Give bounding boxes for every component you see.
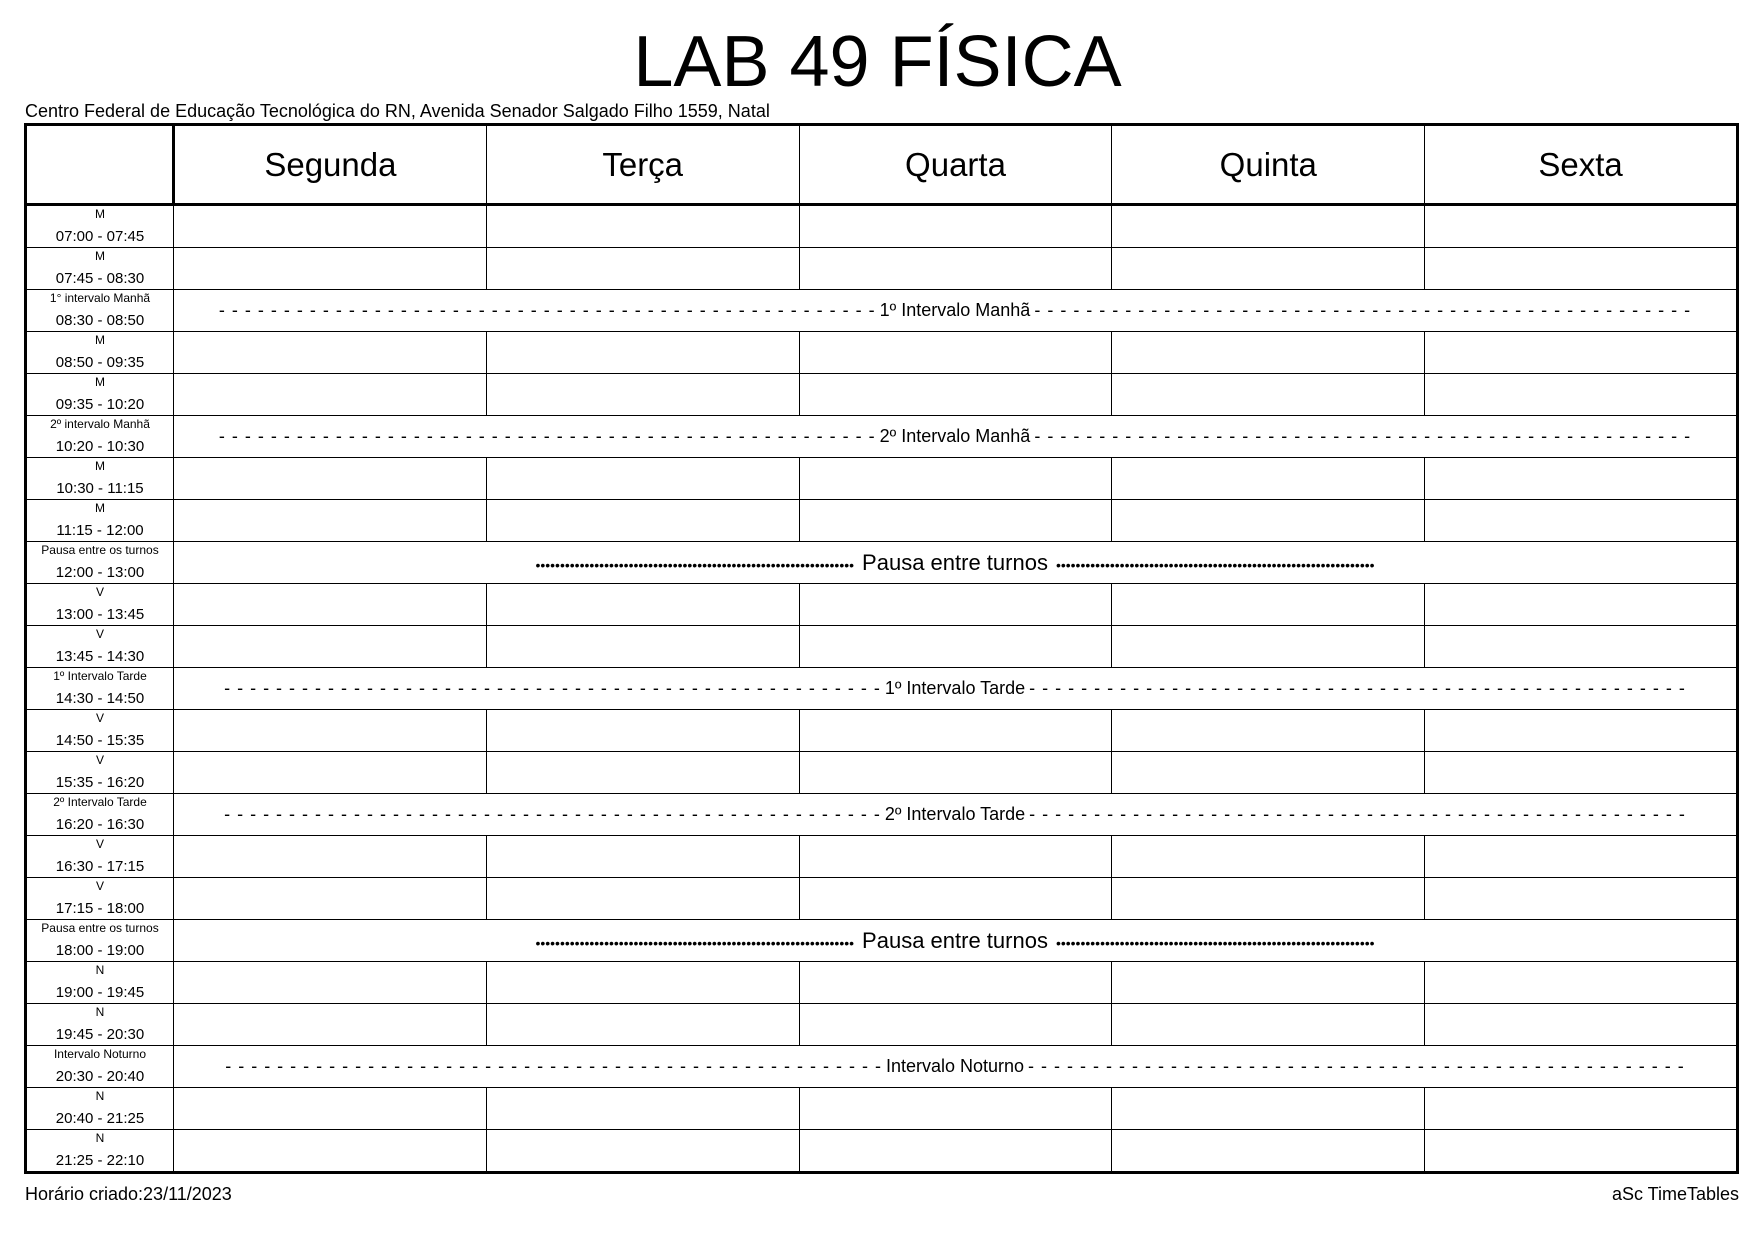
lesson-cell: [1112, 1130, 1425, 1173]
break-cell: [174, 1046, 1738, 1088]
timetable: [24, 123, 1739, 1174]
created-date: Horário criado:23/11/2023: [25, 1184, 232, 1204]
day-header-quarta: Quarta: [799, 125, 1112, 205]
period-hours: 15:35 - 16:20: [55, 774, 145, 791]
period-row: [26, 752, 1738, 794]
day-header-row: [26, 125, 1738, 205]
lesson-cell: [799, 205, 1112, 248]
period-row: [26, 248, 1738, 290]
period-row: [26, 1130, 1738, 1173]
lesson-cell: [1112, 500, 1425, 542]
break-leader-right: - - - - - - - - - - - - - - - - - - - - - - - - - - - - - - - - - - - - - - - - - - - - - - - - - - -: [1034, 426, 1692, 446]
break-leader-right: - - - - - - - - - - - - - - - - - - - - - - - - - - - - - - - - - - - - - - - - - - - - - - - - - - -: [1029, 804, 1686, 824]
period-hours: 19:45 - 20:30: [55, 1026, 145, 1043]
period-time-cell: [26, 248, 174, 290]
period-row: [26, 836, 1738, 878]
lesson-cell: [1425, 878, 1738, 920]
period-row: [26, 205, 1738, 248]
lesson-cell: [1425, 1130, 1738, 1173]
period-label: M: [95, 333, 105, 347]
lesson-cell: [1425, 962, 1738, 1004]
break-label: 2º Intervalo Tarde: [884, 804, 1026, 824]
period-label: Pausa entre os turnos: [41, 921, 159, 935]
period-hours: 11:15 - 12:00: [56, 522, 144, 539]
lesson-cell: [1425, 836, 1738, 878]
period-label: V: [95, 753, 104, 767]
lesson-cell: [1425, 205, 1738, 248]
lesson-cell: [799, 1130, 1112, 1173]
period-label: M: [95, 501, 105, 515]
break-leader-left: - - - - - - - - - - - - - - - - - - - - - - - - - - - - - - - - - - - - - - - - - - - - - - - - - - -: [218, 426, 876, 446]
lesson-cell: [486, 1004, 799, 1046]
lesson-cell: [1425, 248, 1738, 290]
day-header-quinta: Quinta: [1112, 125, 1425, 205]
period-label: Intervalo Noturno: [53, 1047, 147, 1061]
period-time-cell: [26, 878, 174, 920]
period-hours: 18:00 - 19:00: [55, 942, 145, 959]
lesson-cell: [1425, 752, 1738, 794]
period-time-cell: [26, 290, 174, 332]
break-label: 2º Intervalo Manhã: [879, 426, 1031, 446]
lesson-cell: [174, 878, 487, 920]
lesson-cell: [1112, 626, 1425, 668]
period-hours: 16:20 - 16:30: [55, 816, 145, 833]
lesson-cell: [1112, 332, 1425, 374]
period-hours: 21:25 - 22:10: [55, 1152, 145, 1169]
day-header-segunda: Segunda: [174, 125, 487, 205]
lesson-cell: [486, 1130, 799, 1173]
lesson-cell: [799, 584, 1112, 626]
period-time-cell: [26, 205, 174, 248]
period-hours: 08:50 - 09:35: [55, 354, 145, 371]
period-row: [26, 458, 1738, 500]
lesson-cell: [486, 626, 799, 668]
period-time-cell: [26, 1088, 174, 1130]
break-row: [26, 542, 1738, 584]
period-label: V: [95, 879, 104, 893]
period-hours: 13:00 - 13:45: [55, 606, 145, 623]
lesson-cell: [174, 374, 487, 416]
lesson-cell: [799, 458, 1112, 500]
period-time-cell: [26, 416, 174, 458]
break-row: [26, 416, 1738, 458]
period-label: N: [95, 1089, 105, 1103]
lesson-cell: [1425, 1004, 1738, 1046]
lesson-cell: [799, 962, 1112, 1004]
lesson-cell: [174, 710, 487, 752]
period-row: [26, 962, 1738, 1004]
period-time-cell: [26, 962, 174, 1004]
period-row: [26, 710, 1738, 752]
lesson-cell: [486, 374, 799, 416]
lesson-cell: [174, 500, 487, 542]
period-hours: 10:30 - 11:15: [56, 480, 144, 497]
break-row: [26, 290, 1738, 332]
period-hours: 09:35 - 10:20: [55, 396, 145, 413]
period-row: [26, 500, 1738, 542]
lesson-cell: [1112, 710, 1425, 752]
generator-credit: aSc TimeTables: [1611, 1184, 1739, 1204]
lesson-cell: [1112, 752, 1425, 794]
period-hours: 19:00 - 19:45: [55, 984, 145, 1001]
period-row: [26, 332, 1738, 374]
lesson-cell: [1112, 205, 1425, 248]
lesson-cell: [1112, 1088, 1425, 1130]
lesson-cell: [1425, 584, 1738, 626]
period-time-cell: [26, 374, 174, 416]
period-label: N: [95, 1005, 105, 1019]
break-row: [26, 1046, 1738, 1088]
period-hours: 14:50 - 15:35: [55, 732, 145, 749]
period-time-cell: [26, 710, 174, 752]
lesson-cell: [174, 626, 487, 668]
break-leader-right: •••••••••••••••••••••••••••••••••••••••••••••••••••••••••••••••••: [1055, 556, 1375, 573]
break-label: Pausa entre turnos: [862, 549, 1048, 575]
period-hours: 20:30 - 20:40: [55, 1068, 145, 1085]
period-row: [26, 374, 1738, 416]
lesson-cell: [799, 626, 1112, 668]
period-time-cell: [26, 836, 174, 878]
period-row: [26, 584, 1738, 626]
period-label: 1º Intervalo Tarde: [53, 669, 147, 683]
lesson-cell: [174, 458, 487, 500]
day-header-terca: Terça: [486, 125, 799, 205]
lesson-cell: [486, 584, 799, 626]
lesson-cell: [1112, 374, 1425, 416]
period-label: Pausa entre os turnos: [41, 543, 159, 557]
lesson-cell: [1425, 458, 1738, 500]
period-time-cell: [26, 458, 174, 500]
lesson-cell: [174, 1004, 487, 1046]
lesson-cell: [1112, 962, 1425, 1004]
lesson-cell: [174, 962, 487, 1004]
break-leader-left: - - - - - - - - - - - - - - - - - - - - - - - - - - - - - - - - - - - - - - - - - - - - - - - - - - -: [224, 804, 881, 824]
lesson-cell: [174, 1130, 487, 1173]
break-leader-right: - - - - - - - - - - - - - - - - - - - - - - - - - - - - - - - - - - - - - - - - - - - - - - - - - - -: [1034, 300, 1692, 320]
break-leader-left: - - - - - - - - - - - - - - - - - - - - - - - - - - - - - - - - - - - - - - - - - - - - - - - - - - -: [218, 300, 876, 320]
period-time-cell: [26, 332, 174, 374]
period-label: 2º intervalo Manhã: [50, 417, 150, 431]
corner-cell: [26, 125, 174, 205]
period-time-cell: [26, 668, 174, 710]
period-label: M: [95, 459, 105, 473]
period-hours: 17:15 - 18:00: [55, 900, 145, 917]
lesson-cell: [1112, 584, 1425, 626]
lesson-cell: [486, 752, 799, 794]
lesson-cell: [1112, 248, 1425, 290]
break-cell: [174, 920, 1738, 962]
break-label: 1º Intervalo Manhã: [879, 300, 1031, 320]
school-address: Centro Federal de Educação Tecnológica do RN, Avenida Senador Salgado Filho 1559, Natal: [25, 101, 770, 121]
lesson-cell: [174, 332, 487, 374]
period-time-cell: [26, 920, 174, 962]
period-label: N: [95, 963, 105, 977]
lesson-cell: [799, 752, 1112, 794]
lesson-cell: [174, 205, 487, 248]
lesson-cell: [486, 836, 799, 878]
break-leader-left: - - - - - - - - - - - - - - - - - - - - - - - - - - - - - - - - - - - - - - - - - - - - - - - - - - -: [225, 1056, 882, 1076]
lesson-cell: [486, 500, 799, 542]
lesson-cell: [486, 248, 799, 290]
lesson-cell: [799, 332, 1112, 374]
lesson-cell: [1112, 458, 1425, 500]
lesson-cell: [174, 1088, 487, 1130]
period-row: [26, 878, 1738, 920]
lesson-cell: [1112, 836, 1425, 878]
period-time-cell: [26, 626, 174, 668]
break-label: 1º Intervalo Tarde: [884, 678, 1026, 698]
lesson-cell: [486, 458, 799, 500]
lesson-cell: [799, 1088, 1112, 1130]
period-label: M: [95, 249, 105, 263]
period-hours: 07:45 - 08:30: [55, 270, 145, 287]
period-row: [26, 626, 1738, 668]
lesson-cell: [799, 248, 1112, 290]
break-cell: [174, 290, 1738, 332]
lesson-cell: [486, 332, 799, 374]
lesson-cell: [799, 710, 1112, 752]
period-time-cell: [26, 752, 174, 794]
break-row: [26, 668, 1738, 710]
period-time-cell: [26, 794, 174, 836]
period-row: [26, 1088, 1738, 1130]
period-label: V: [95, 837, 104, 851]
timetable-body: [26, 205, 1738, 1173]
lesson-cell: [1425, 1088, 1738, 1130]
lesson-cell: [486, 962, 799, 1004]
break-cell: [174, 416, 1738, 458]
period-label: V: [95, 585, 104, 599]
lesson-cell: [799, 374, 1112, 416]
period-time-cell: [26, 584, 174, 626]
lesson-cell: [1425, 626, 1738, 668]
break-row: [26, 794, 1738, 836]
break-row: [26, 920, 1738, 962]
break-leader-left: •••••••••••••••••••••••••••••••••••••••••••••••••••••••••••••••••: [535, 934, 855, 951]
break-cell: [174, 794, 1738, 836]
period-label: V: [95, 627, 104, 641]
period-label: N: [95, 1131, 105, 1145]
period-hours: 13:45 - 14:30: [55, 648, 145, 665]
break-leader-right: - - - - - - - - - - - - - - - - - - - - - - - - - - - - - - - - - - - - - - - - - - - - - - - - - - -: [1028, 1056, 1685, 1076]
lesson-cell: [174, 584, 487, 626]
page-title: LAB 49 FÍSICA: [633, 22, 1122, 102]
break-leader-right: •••••••••••••••••••••••••••••••••••••••••••••••••••••••••••••••••: [1055, 934, 1375, 951]
lesson-cell: [799, 1004, 1112, 1046]
lesson-cell: [1425, 500, 1738, 542]
period-hours: 20:40 - 21:25: [55, 1110, 145, 1127]
break-leader-left: •••••••••••••••••••••••••••••••••••••••••••••••••••••••••••••••••: [535, 556, 855, 573]
lesson-cell: [1112, 1004, 1425, 1046]
lesson-cell: [799, 878, 1112, 920]
period-label: M: [95, 207, 105, 221]
lesson-cell: [486, 710, 799, 752]
break-leader-left: - - - - - - - - - - - - - - - - - - - - - - - - - - - - - - - - - - - - - - - - - - - - - - - - - - -: [224, 678, 881, 698]
lesson-cell: [174, 836, 487, 878]
lesson-cell: [486, 878, 799, 920]
lesson-cell: [486, 205, 799, 248]
break-label: Pausa entre turnos: [862, 927, 1048, 953]
period-hours: 12:00 - 13:00: [55, 564, 145, 581]
period-label: 1° intervalo Manhã: [49, 291, 151, 305]
period-time-cell: [26, 1130, 174, 1173]
period-row: [26, 1004, 1738, 1046]
lesson-cell: [1425, 710, 1738, 752]
period-time-cell: [26, 542, 174, 584]
period-hours: 14:30 - 14:50: [55, 690, 145, 707]
lesson-cell: [1425, 374, 1738, 416]
period-hours: 08:30 - 08:50: [55, 312, 145, 329]
lesson-cell: [174, 248, 487, 290]
period-time-cell: [26, 500, 174, 542]
break-label: Intervalo Noturno: [885, 1056, 1025, 1076]
break-cell: [174, 668, 1738, 710]
break-cell: [174, 542, 1738, 584]
period-time-cell: [26, 1046, 174, 1088]
lesson-cell: [486, 1088, 799, 1130]
period-time-cell: [26, 1004, 174, 1046]
period-hours: 10:20 - 10:30: [55, 438, 145, 455]
period-label: 2º Intervalo Tarde: [53, 795, 147, 809]
break-leader-right: - - - - - - - - - - - - - - - - - - - - - - - - - - - - - - - - - - - - - - - - - - - - - - - - - - -: [1029, 678, 1686, 698]
lesson-cell: [799, 500, 1112, 542]
day-header-sexta: Sexta: [1425, 125, 1738, 205]
lesson-cell: [174, 752, 487, 794]
lesson-cell: [1112, 878, 1425, 920]
lesson-cell: [1425, 332, 1738, 374]
period-label: V: [95, 711, 104, 725]
period-label: M: [95, 375, 105, 389]
period-hours: 16:30 - 17:15: [55, 858, 145, 875]
lesson-cell: [799, 836, 1112, 878]
period-hours: 07:00 - 07:45: [55, 228, 145, 245]
